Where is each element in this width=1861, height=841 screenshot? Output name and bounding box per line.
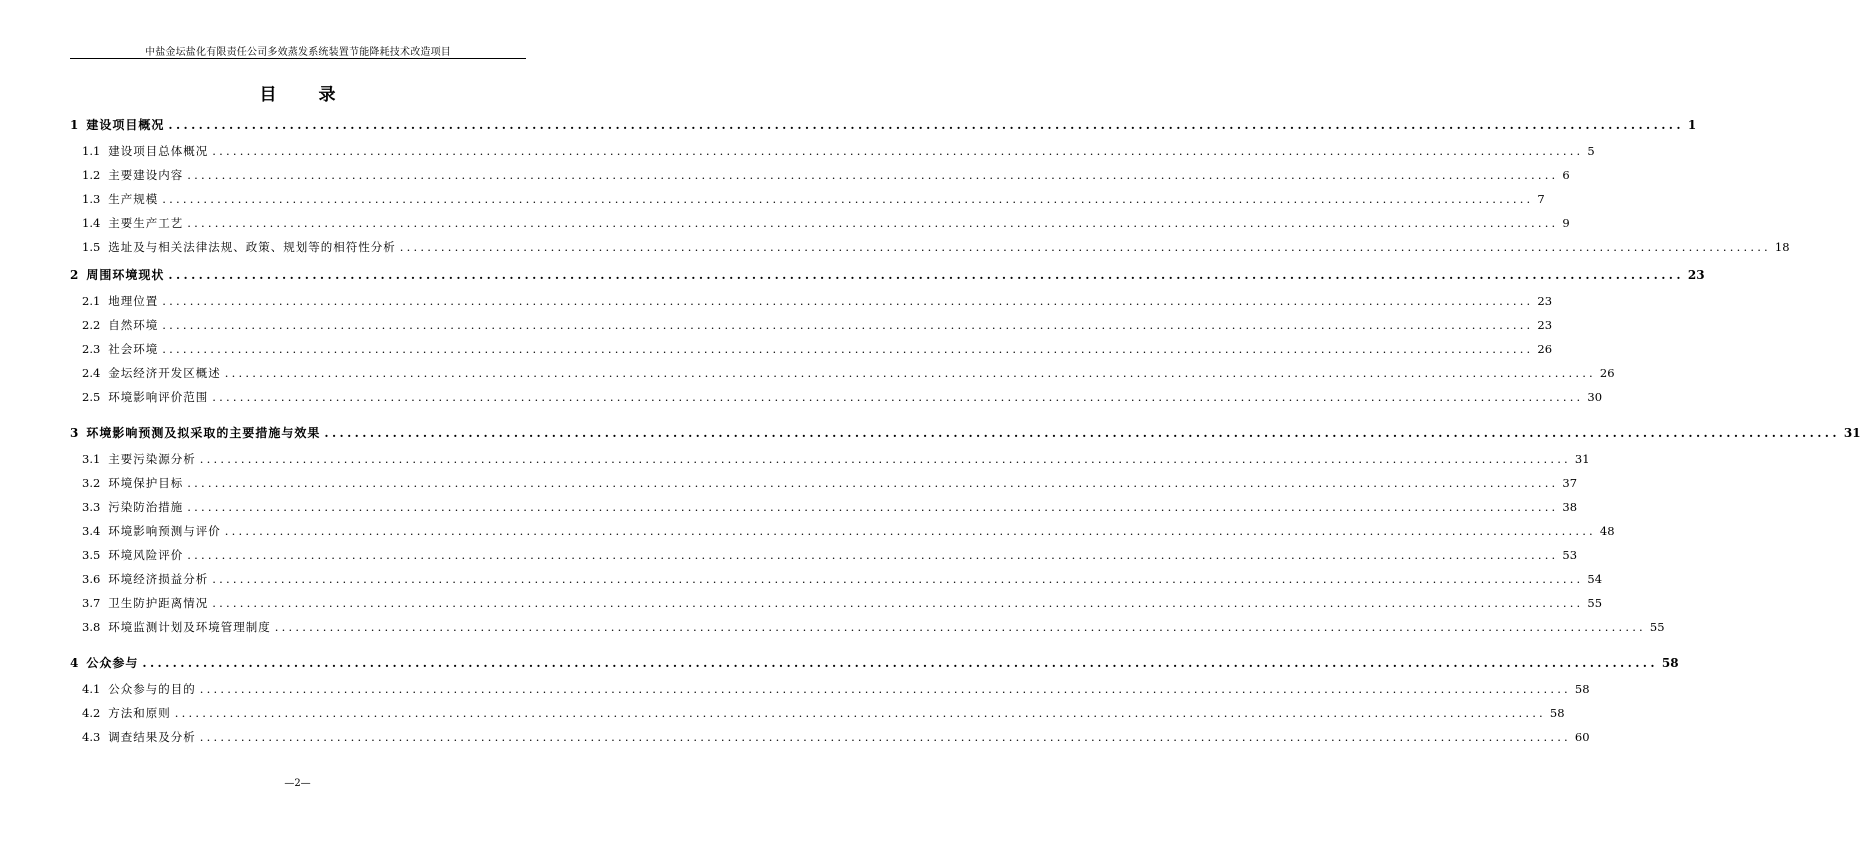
toc-section-entry[interactable] [82,704,1565,722]
toc-entry-number: 4.3 [82,730,101,744]
toc-entry-number: 4.1 [82,682,101,696]
toc-entry-label: 环境风险评价 [108,548,184,562]
toc-section-entry[interactable] [82,450,1590,468]
toc-dot-leader: ........................................................................................................................................................................................................ [162,192,1534,206]
toc-section-entry[interactable] [82,474,1578,492]
toc-entry-page: 48 [1599,524,1615,538]
toc-section-entry[interactable] [82,618,1665,636]
toc-entry-page: 31 [1574,452,1590,466]
toc-section-entry[interactable] [82,594,1603,612]
toc-entry-page: 30 [1587,390,1603,404]
toc-dot-leader: ........................................................................................................................................................................................................ [324,426,1840,440]
toc-dot-leader: ........................................................................................................................................................................................................ [224,366,1596,380]
toc-entry-number: 1 [70,118,79,132]
toc-entry-page: 23 [1687,268,1705,282]
toc-section-entry[interactable] [82,316,1553,334]
toc-entry-page: 53 [1562,548,1578,562]
toc-chapter-entry[interactable] [70,424,1861,442]
toc-entry-page: 60 [1574,730,1590,744]
toc-section-entry[interactable] [82,142,1595,160]
toc-entry-number: 2.4 [82,366,101,380]
toc-entry-label: 社会环境 [108,342,159,356]
toc-entry-label: 选址及与相关法律法规、政策、规划等的相符性分析 [108,240,396,254]
toc-dot-leader: ........................................................................................................................................................................................................ [162,294,1534,308]
toc-section-entry[interactable] [82,388,1603,406]
toc-dot-leader: ........................................................................................................................................................................................................ [212,390,1584,404]
toc-entry-number: 3 [70,426,79,440]
toc-section-entry[interactable] [82,166,1570,184]
toc-entry-number: 3.1 [82,452,101,466]
toc-entry-number: 3.6 [82,572,101,586]
toc-entry-label: 地理位置 [108,294,159,308]
toc-entry-number: 3.5 [82,548,101,562]
toc-entry-page: 26 [1537,342,1553,356]
toc-dot-leader: ........................................................................................................................................................................................................ [162,318,1534,332]
toc-dot-leader: ........................................................................................................................................................................................................ [274,620,1646,634]
toc-entry-label: 调查结果及分析 [108,730,196,744]
toc-entry-number: 3.3 [82,500,101,514]
toc-entry-number: 3.4 [82,524,101,538]
toc-section-entry[interactable] [82,340,1553,358]
toc-entry-page: 55 [1587,596,1603,610]
header-divider [70,58,526,59]
toc-entry-label: 自然环境 [108,318,159,332]
toc-entry-number: 1.3 [82,192,101,206]
toc-dot-leader: ........................................................................................................................................................................................................ [212,572,1584,586]
toc-dot-leader: ........................................................................................................................................................................................................ [187,216,1559,230]
toc-entry-page: 26 [1599,366,1615,380]
toc-entry-page: 38 [1562,500,1578,514]
toc-entry-page: 58 [1574,682,1590,696]
toc-dot-leader: ........................................................................................................................................................................................................ [187,476,1559,490]
toc-entry-number: 2.2 [82,318,101,332]
toc-dot-leader: ........................................................................................................................................................................................................ [199,730,1571,744]
toc-entry-label: 建设项目概况 [86,118,165,132]
toc-dot-leader: ........................................................................................................................................................................................................ [399,240,1771,254]
toc-chapter-entry[interactable] [70,116,1697,134]
toc-entry-page: 23 [1537,294,1553,308]
toc-chapter-entry[interactable] [70,266,1705,284]
toc-section-entry[interactable] [82,292,1553,310]
toc-entry-number: 3.2 [82,476,101,490]
toc-section-entry[interactable] [82,570,1603,588]
toc-entry-number: 2 [70,268,79,282]
toc-entry-number: 3.7 [82,596,101,610]
toc-section-entry[interactable] [82,546,1578,564]
running-header-title: 中盐金坛盐化有限责任公司多效蒸发系统装置节能降耗技术改造项目 [145,47,451,58]
toc-entry-page: 23 [1537,318,1553,332]
toc-entry-number: 4 [70,656,79,670]
toc-entry-page: 18 [1774,240,1790,254]
toc-entry-page: 1 [1687,118,1697,132]
toc-entry-label: 环境经济损益分析 [108,572,209,586]
toc-entry-label: 周围环境现状 [86,268,165,282]
toc-dot-leader: ........................................................................................................................................................................................................ [199,452,1571,466]
toc-chapter-entry[interactable] [70,654,1679,672]
toc-entry-page: 7 [1537,192,1545,206]
toc-title: 目 录 [259,85,354,105]
toc-section-entry[interactable] [82,214,1570,232]
toc-entry-label: 生产规模 [108,192,159,206]
toc-entry-number: 3.8 [82,620,101,634]
toc-dot-leader: ........................................................................................................................................................................................................ [212,144,1584,158]
toc-entry-number: 4.2 [82,706,101,720]
toc-entry-page: 54 [1587,572,1603,586]
toc-entry-label: 金坛经济开发区概述 [108,366,221,380]
toc-entry-number: 1.1 [82,144,101,158]
toc-section-entry[interactable] [82,238,1790,256]
toc-entry-label: 主要生产工艺 [108,216,184,230]
toc-section-entry[interactable] [82,522,1615,540]
toc-entry-label: 主要建设内容 [108,168,184,182]
toc-dot-leader: ........................................................................................................................................................................................................ [142,656,1658,670]
toc-dot-leader: ........................................................................................................................................................................................................ [187,500,1559,514]
toc-dot-leader: ........................................................................................................................................................................................................ [162,342,1534,356]
toc-entry-label: 环境影响预测与评价 [108,524,221,538]
toc-entry-label: 污染防治措施 [108,500,184,514]
toc-entry-label: 环境影响评价范围 [108,390,209,404]
toc-entry-page: 6 [1562,168,1570,182]
toc-entry-number: 2.5 [82,390,101,404]
toc-entry-label: 方法和原则 [108,706,171,720]
toc-entry-page: 37 [1562,476,1578,490]
toc-entry-label: 环境保护目标 [108,476,184,490]
toc-entry-label: 卫生防护距离情况 [108,596,209,610]
toc-entry-label: 公众参与 [86,656,139,670]
toc-section-entry[interactable] [82,364,1615,382]
toc-entry-label: 公众参与的目的 [108,682,196,696]
toc-entry-page: 5 [1587,144,1595,158]
toc-dot-leader: ........................................................................................................................................................................................................ [199,682,1571,696]
toc-entry-page: 31 [1843,426,1861,440]
toc-entry-number: 1.5 [82,240,101,254]
toc-dot-leader: ........................................................................................................................................................................................................ [174,706,1546,720]
toc-section-entry[interactable] [82,728,1590,746]
toc-entry-label: 主要污染源分析 [108,452,196,466]
toc-entry-number: 1.4 [82,216,101,230]
toc-entry-page: 9 [1562,216,1570,230]
toc-dot-leader: ........................................................................................................................................................................................................ [212,596,1584,610]
toc-entry-label: 建设项目总体概况 [108,144,209,158]
toc-entry-page: 58 [1549,706,1565,720]
toc-section-entry[interactable] [82,680,1590,698]
toc-dot-leader: ........................................................................................................................................................................................................ [187,548,1559,562]
toc-entry-label: 环境影响预测及拟采取的主要措施与效果 [86,426,321,440]
toc-dot-leader: ........................................................................................................................................................................................................ [168,268,1684,282]
toc-dot-leader: ........................................................................................................................................................................................................ [187,168,1559,182]
toc-entry-number: 2.3 [82,342,101,356]
toc-dot-leader: ........................................................................................................................................................................................................ [168,118,1684,132]
toc-entry-page: 55 [1649,620,1665,634]
toc-dot-leader: ........................................................................................................................................................................................................ [224,524,1596,538]
toc-entry-number: 2.1 [82,294,101,308]
toc-entry-page: 58 [1661,656,1679,670]
page-number: —2— [284,778,311,789]
toc-section-entry[interactable] [82,498,1578,516]
toc-entry-number: 1.2 [82,168,101,182]
toc-section-entry[interactable] [82,190,1545,208]
toc-entry-label: 环境监测计划及环境管理制度 [108,620,271,634]
